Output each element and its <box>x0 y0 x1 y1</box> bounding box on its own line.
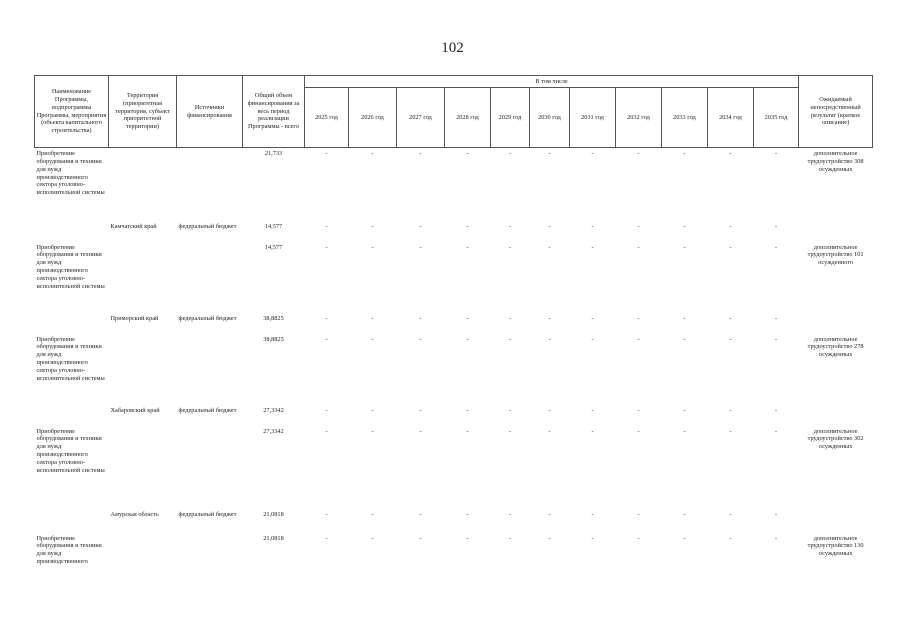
row-year-value: - <box>591 406 594 414</box>
header-year: 2035 год <box>754 88 799 148</box>
row-source <box>177 334 243 405</box>
row-year-value: - <box>371 314 374 322</box>
row-year-value: - <box>419 534 422 542</box>
row-total: 21,0818 <box>263 534 284 542</box>
row-year-value: - <box>774 314 778 322</box>
row-year-value: - <box>637 427 640 435</box>
table-row <box>35 334 873 405</box>
page-number: 102 <box>441 40 464 56</box>
row-year-value: - <box>548 510 551 518</box>
row-year-value: - <box>419 427 422 435</box>
row-source <box>177 426 243 509</box>
row-result <box>799 313 873 334</box>
row-territory <box>109 242 177 313</box>
header-source: Источники финансирования <box>177 76 243 148</box>
row-year-value: - <box>325 222 328 230</box>
row-year-value: - <box>591 314 594 322</box>
row-year-value: - <box>729 314 732 322</box>
row-year-value: - <box>419 243 422 251</box>
row-source <box>177 148 243 221</box>
row-year-value: - <box>371 335 374 343</box>
row-territory: Камчатский край <box>110 222 157 230</box>
header-year: 2029 год <box>491 88 530 148</box>
row-year-value: - <box>683 243 686 251</box>
row-year-value: - <box>466 335 469 343</box>
row-year-value: - <box>729 335 732 343</box>
row-territory: Приморский край <box>110 314 159 322</box>
row-year-value: - <box>591 427 594 435</box>
row-name: Приобретение оборудования и техники для нужд производственного <box>36 534 102 566</box>
row-year-value: - <box>466 510 469 518</box>
row-year-value: - <box>325 427 328 435</box>
row-result: дополнительное трудоустройство 130 осужденных <box>807 534 864 558</box>
row-year-value: - <box>591 534 594 542</box>
row-year-value: - <box>683 222 686 230</box>
row-year-value: - <box>774 335 778 343</box>
row-year-value: - <box>371 534 374 542</box>
row-total: 27,3342 <box>263 427 284 435</box>
row-territory <box>109 426 177 509</box>
row-year-value: - <box>325 335 328 343</box>
row-year-value: - <box>508 335 512 343</box>
row-year-value: - <box>325 314 328 322</box>
row-year-value: - <box>637 510 640 518</box>
row-year-value: - <box>508 510 512 518</box>
table-row <box>35 405 873 426</box>
row-year-value: - <box>466 534 469 542</box>
row-year-value: - <box>508 314 512 322</box>
table-row <box>35 221 873 242</box>
row-total: 14,577 <box>264 243 283 251</box>
row-year-value: - <box>548 427 551 435</box>
row-year-value: - <box>466 243 469 251</box>
row-result: дополнительное трудоустройство 278 осужденных <box>807 335 864 359</box>
row-result: дополнительное трудоустройство 101 осужденного <box>807 243 864 267</box>
row-year-value: - <box>466 222 469 230</box>
row-total: 14,577 <box>264 222 283 230</box>
program-table <box>34 75 873 583</box>
row-territory <box>109 533 177 583</box>
row-name <box>35 509 109 533</box>
row-year-value: - <box>683 534 686 542</box>
row-territory <box>109 334 177 405</box>
row-source: федеральный бюджет <box>178 314 237 322</box>
row-year-value: - <box>371 427 374 435</box>
header-result: Ожидаемый непосредственный результат (краткое описание) <box>799 76 873 148</box>
row-year-value: - <box>729 243 732 251</box>
row-total: 38,8825 <box>263 314 284 322</box>
row-name: Приобретение оборудования и техники для нужд производственного сектора уголовно-исполнительной системы <box>36 150 105 197</box>
row-year-value: - <box>637 222 640 230</box>
row-year-value: - <box>419 406 422 414</box>
row-year-value: - <box>548 222 551 230</box>
row-year-value: - <box>683 314 686 322</box>
row-year-value: - <box>548 335 551 343</box>
row-year-value: - <box>466 406 469 414</box>
row-year-value: - <box>591 150 594 157</box>
row-year-value: - <box>591 335 594 343</box>
row-result <box>799 221 873 242</box>
row-year-value: - <box>466 427 469 435</box>
row-year-value: - <box>419 510 422 518</box>
row-year-value: - <box>325 534 328 542</box>
row-year-value: - <box>466 314 469 322</box>
row-year-value: - <box>774 427 778 435</box>
row-result <box>799 405 873 426</box>
row-total: 38,8825 <box>263 335 284 343</box>
row-year-value: - <box>508 222 512 230</box>
row-name: Приобретение оборудования и техники для нужд производственного сектора уголовно-исполнительной системы <box>36 335 105 382</box>
row-year-value: - <box>371 222 374 230</box>
row-year-value: - <box>371 406 374 414</box>
row-year-value: - <box>419 335 422 343</box>
row-year-value: - <box>637 335 640 343</box>
row-year-value: - <box>683 510 686 518</box>
row-source: федеральный бюджет <box>178 222 237 230</box>
row-year-value: - <box>683 427 686 435</box>
row-year-value: - <box>729 427 732 435</box>
row-name <box>35 221 109 242</box>
header-year: 2028 год <box>445 88 491 148</box>
row-year-value: - <box>325 406 328 414</box>
row-territory <box>109 148 177 221</box>
header-year: 2025 год <box>305 88 349 148</box>
header-year: 2033 год <box>662 88 708 148</box>
row-territory: Хабаровский край <box>110 406 160 414</box>
header-year: 2032 год <box>616 88 662 148</box>
row-source <box>177 533 243 583</box>
row-year-value: - <box>371 243 374 251</box>
row-year-value: - <box>774 534 778 542</box>
row-source: федеральный бюджет <box>178 406 237 414</box>
row-year-value: - <box>591 222 594 230</box>
header-territory: Территория (приоритетная территория, субъект приоритетной территории) <box>109 76 177 148</box>
row-year-value: - <box>548 534 551 542</box>
row-year-value: - <box>637 406 640 414</box>
row-year-value: - <box>729 222 732 230</box>
row-year-value: - <box>371 510 374 518</box>
row-year-value: - <box>508 406 512 414</box>
header-name: Наименование Программы, подпрограммы Программы, мероприятия (объекта капитального строительства) <box>35 76 109 148</box>
header-year: 2034 год <box>708 88 754 148</box>
table-body <box>35 148 873 583</box>
row-year-value: - <box>774 243 778 251</box>
row-year-value: - <box>729 510 732 518</box>
row-year-value: - <box>591 510 594 518</box>
row-year-value: - <box>774 406 778 414</box>
row-name: Приобретение оборудования и техники для нужд производственного сектора уголовно-исполнительной системы <box>36 243 105 290</box>
row-year-value: - <box>729 150 732 157</box>
row-year-value: - <box>637 314 640 322</box>
table-row <box>35 242 873 313</box>
row-year-value: - <box>419 222 422 230</box>
row-total: 27,3342 <box>263 406 284 414</box>
table-row <box>35 148 873 221</box>
header-year: 2027 год <box>397 88 445 148</box>
row-year-value: - <box>637 150 640 157</box>
row-year-value: - <box>548 314 551 322</box>
table-header <box>35 76 873 148</box>
row-year-value: - <box>466 150 469 157</box>
row-name <box>35 313 109 334</box>
row-result: дополнительное трудоустройство 302 осужденных <box>807 427 864 451</box>
header-year: 2026 год <box>349 88 397 148</box>
row-year-value: - <box>683 150 686 157</box>
row-year-value: - <box>371 150 374 157</box>
row-year-value: - <box>419 314 422 322</box>
row-year-value: - <box>683 406 686 414</box>
row-year-value: - <box>548 406 551 414</box>
row-year-value: - <box>683 335 686 343</box>
row-year-value: - <box>729 406 732 414</box>
row-year-value: - <box>591 243 594 251</box>
row-source <box>177 242 243 313</box>
row-name: Приобретение оборудования и техники для нужд производственного сектора уголовно-исполнительной системы <box>36 427 105 474</box>
row-result <box>799 509 873 533</box>
row-total: 21,733 <box>264 150 283 157</box>
row-result: дополнительное трудоустройство 308 осужденных <box>807 150 864 173</box>
row-year-value: - <box>729 534 732 542</box>
row-year-value: - <box>508 427 512 435</box>
row-year-value: - <box>325 510 328 518</box>
row-year-value: - <box>325 243 328 251</box>
table-row <box>35 533 873 583</box>
row-year-value: - <box>548 150 551 157</box>
row-year-value: - <box>548 243 551 251</box>
row-year-value: - <box>508 243 512 251</box>
header-total: Общий объем финансирования за весь период реализации Программы - всего <box>243 76 305 148</box>
row-year-value: - <box>637 243 640 251</box>
row-year-value: - <box>774 510 778 518</box>
table-row <box>35 509 873 533</box>
row-territory: Амурская область <box>110 510 159 518</box>
row-year-value: - <box>774 222 778 230</box>
row-year-value: - <box>419 150 422 157</box>
row-total: 21,0818 <box>263 510 284 518</box>
row-year-value: - <box>508 150 512 157</box>
row-year-value: - <box>325 150 328 157</box>
header-year: 2030 год <box>530 88 570 148</box>
header-including: В том числе <box>305 76 799 88</box>
row-year-value: - <box>508 534 512 542</box>
table-row <box>35 313 873 334</box>
row-source: федеральный бюджет <box>178 510 237 518</box>
header-year: 2031 год <box>570 88 616 148</box>
row-name <box>35 405 109 426</box>
table-row <box>35 426 873 509</box>
row-year-value: - <box>774 150 778 157</box>
row-year-value: - <box>637 534 640 542</box>
